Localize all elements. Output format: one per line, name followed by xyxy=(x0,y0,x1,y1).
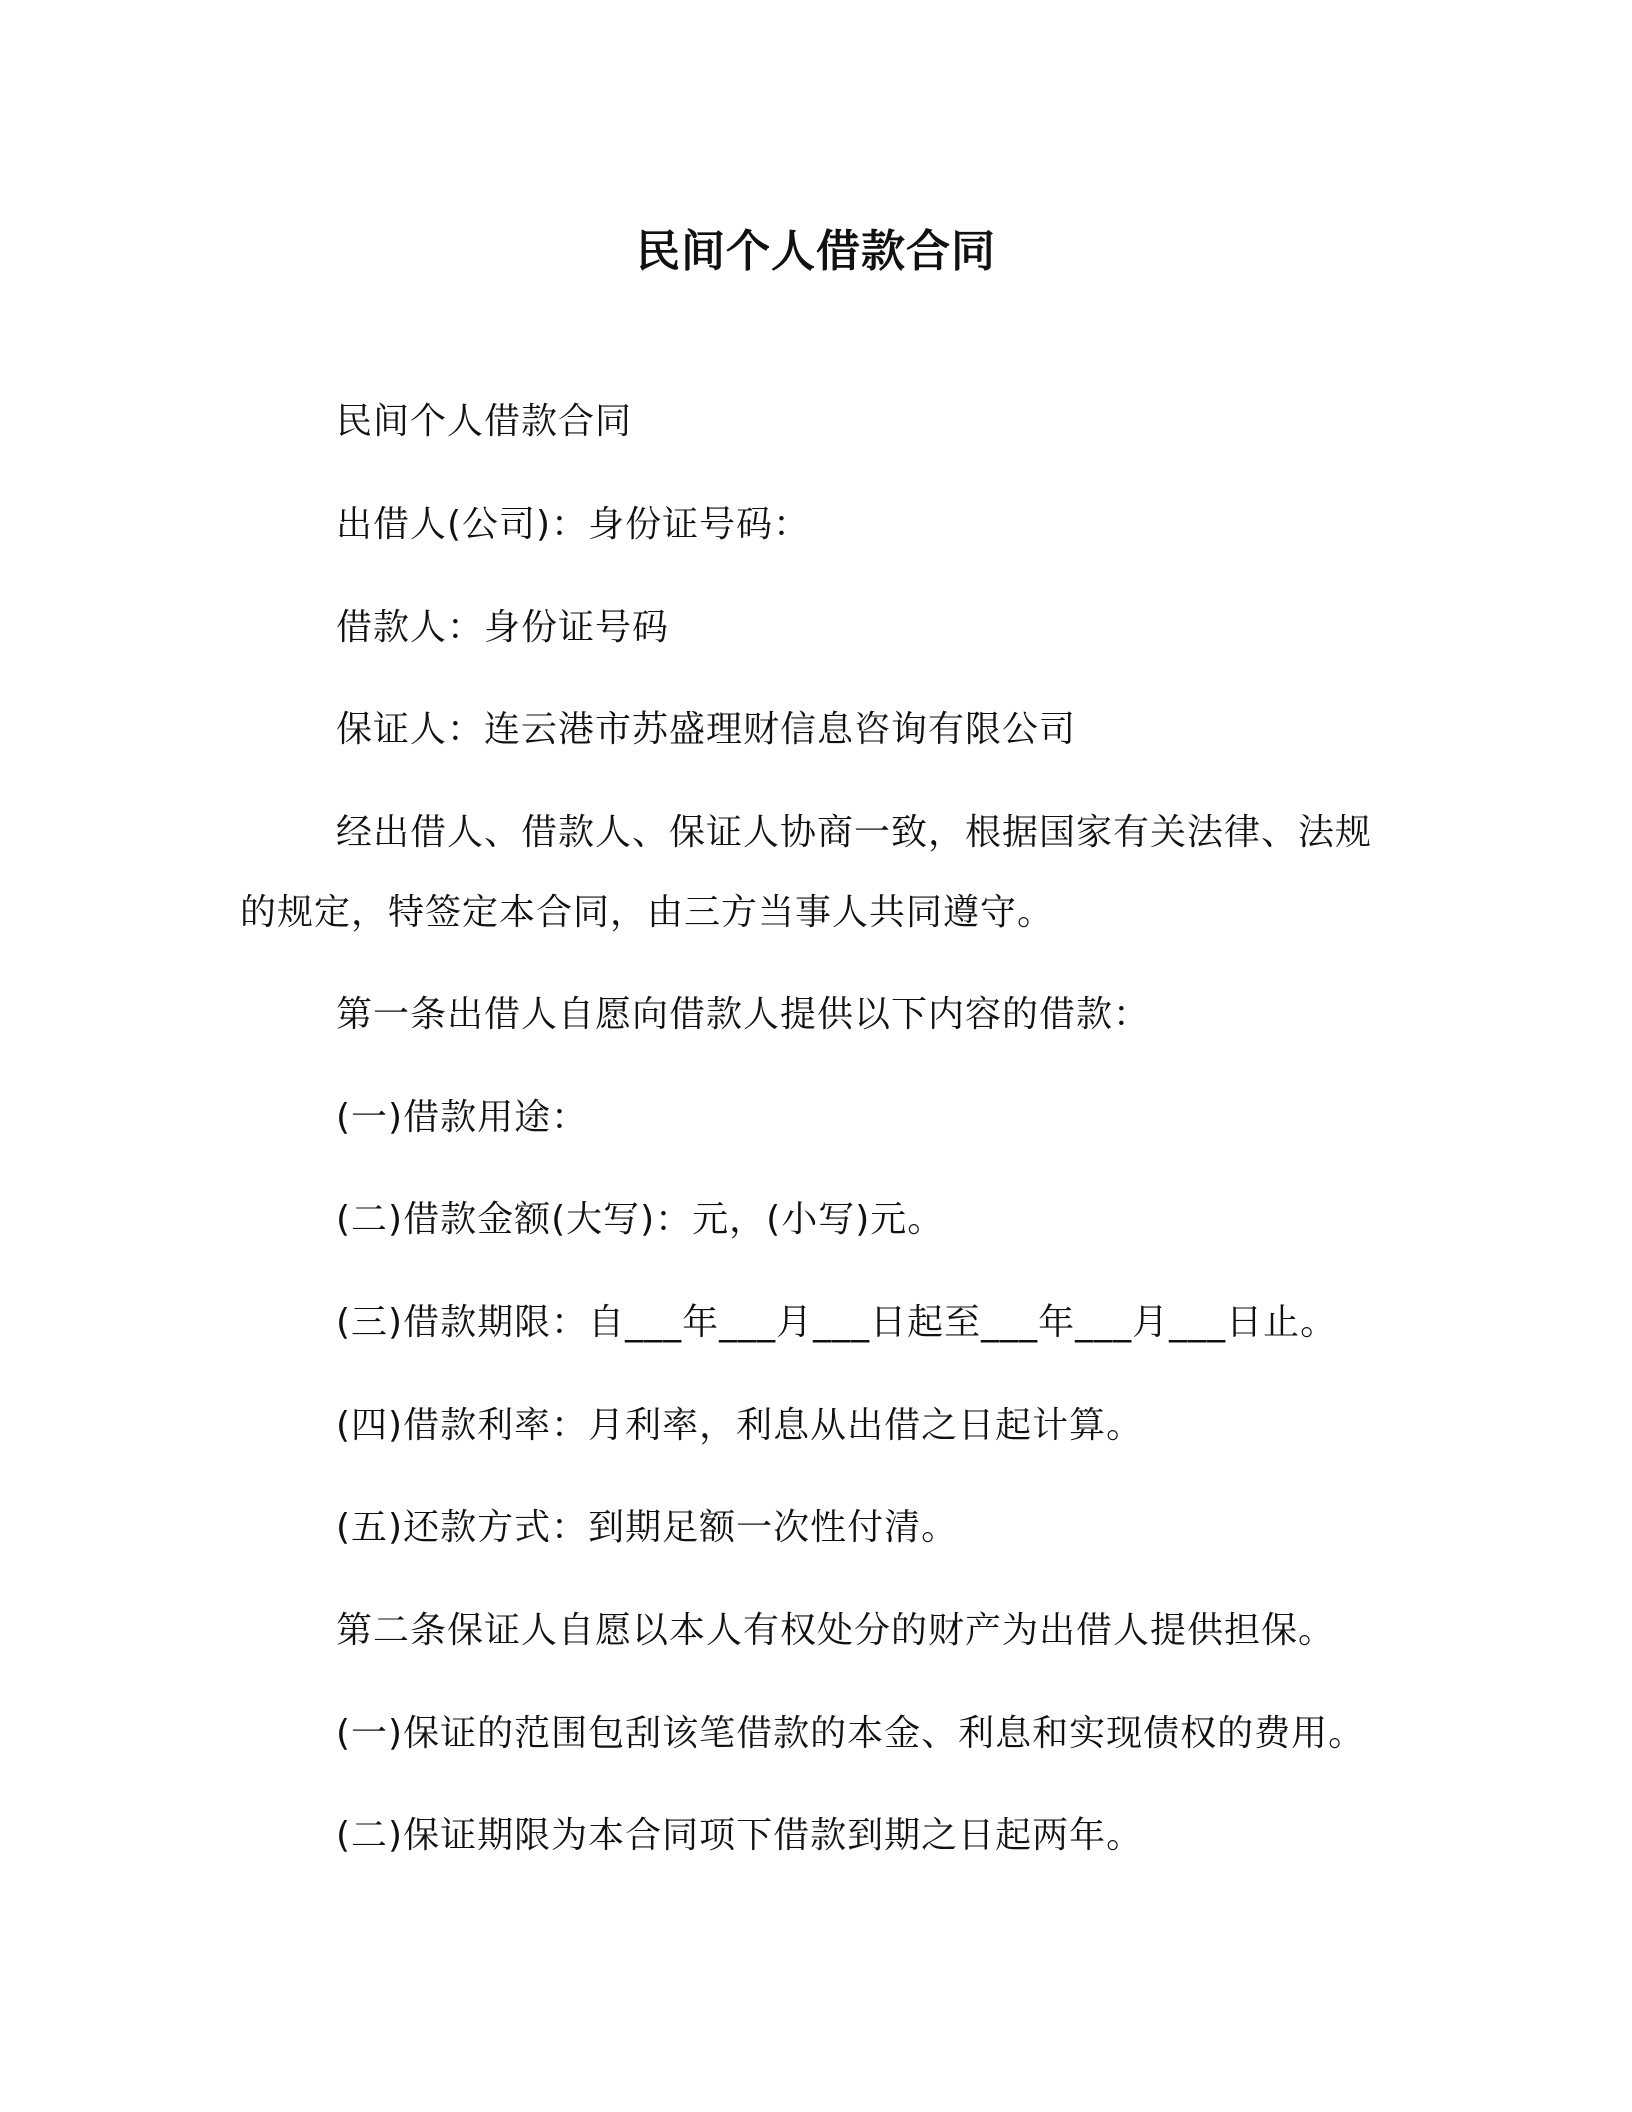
paragraph-borrower: 借款人：身份证号码 xyxy=(336,607,670,648)
paragraph-lender: 出借人(公司)：身份证号码： xyxy=(336,504,811,545)
paragraph-article-1: 第一条出借人自愿向借款人提供以下内容的借款： xyxy=(336,994,1151,1035)
paragraph-interest-rate: (四)借款利率：月利率，利息从出借之日起计算。 xyxy=(336,1405,1144,1446)
paragraph-guarantor: 保证人：连云港市苏盛理财信息咨询有限公司 xyxy=(336,709,1077,750)
paragraph-heading: 民间个人借款合同 xyxy=(336,401,633,442)
paragraph-loan-term: (三)借款期限：自___年___月___日起至___年___月___日止。 xyxy=(336,1302,1338,1343)
document-title: 民间个人借款合同 xyxy=(636,226,996,277)
paragraph-agreement: 经出借人、借款人、保证人协商一致，根据国家有关法律、法规的规定，特签定本合同，由三方当事人共同遵守。 xyxy=(240,812,1373,933)
paragraph-loan-amount: (二)借款金额(大写)：元，(小写)元。 xyxy=(336,1199,945,1240)
paragraph-guarantee-period: (二)保证期限为本合同项下借款到期之日起两年。 xyxy=(336,1815,1144,1856)
paragraph-repayment: (五)还款方式：到期足额一次性付清。 xyxy=(336,1507,959,1548)
paragraph-loan-purpose: (一)借款用途： xyxy=(336,1097,589,1138)
paragraph-article-2: 第二条保证人自愿以本人有权处分的财产为出借人提供担保。 xyxy=(336,1610,1336,1651)
paragraph-guarantee-scope: (一)保证的范围包刮该笔借款的本金、利息和实现债权的费用。 xyxy=(336,1713,1366,1754)
